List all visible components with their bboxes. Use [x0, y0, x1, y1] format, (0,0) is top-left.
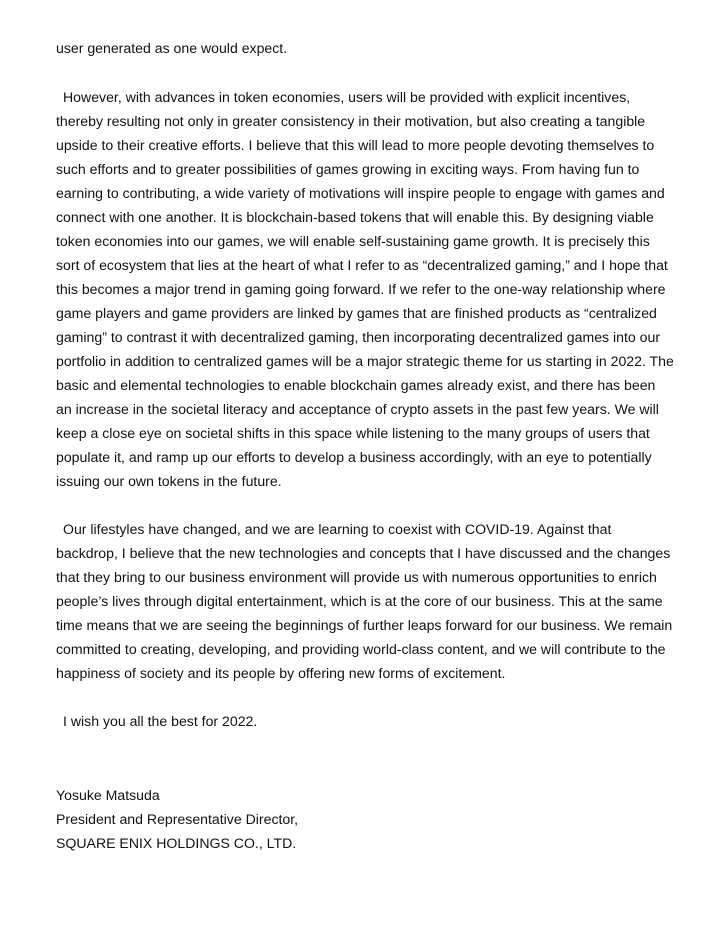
paragraph-line: that they bring to our business environment will provide us with numerous opportunities to enrich	[56, 569, 657, 585]
paragraph-line: basic and elemental technologies to enable blockchain games already exist, and there has been	[56, 377, 656, 393]
paragraph-line: gaming” to contrast it with decentralized gaming, then incorporating decentralized games into our	[56, 329, 661, 345]
paragraph-line: an increase in the societal literacy and acceptance of crypto assets in the past few years. We will	[56, 401, 659, 417]
paragraph-line: happiness of society and its people by offering new forms of excitement.	[56, 665, 506, 681]
paragraph-line: committed to creating, developing, and providing world-class content, and we will contribute to the	[56, 641, 666, 657]
paragraph-line: time means that we are seeing the beginnings of further leaps forward for our business. We remain	[56, 617, 673, 633]
paragraph-line: sort of ecosystem that lies at the heart of what I refer to as “decentralized gaming,” and I hope that	[56, 257, 668, 273]
paragraph-line: backdrop, I believe that the new technologies and concepts that I have discussed and the changes	[56, 545, 671, 561]
signature-title: President and Representative Director,	[56, 811, 299, 827]
paragraph-line: game players and game providers are linked by games that are finished products as “centralized	[56, 305, 657, 321]
paragraph-line: keep a close eye on societal shifts in this space while listening to the many groups of users that	[56, 425, 650, 441]
paragraph-line: issuing our own tokens in the future.	[56, 473, 282, 489]
paragraph-line: populate it, and ramp up our efforts to develop a business accordingly, with an eye to potentially	[56, 449, 652, 465]
paragraph-line: token economies into our games, we will enable self-sustaining game growth. It is precisely this	[56, 233, 650, 249]
paragraph-line: However, with advances in token economies, users will be provided with explicit incentives,	[63, 89, 631, 105]
closing-wish: I wish you all the best for 2022.	[63, 713, 258, 729]
paragraph-line: portfolio in addition to centralized games will be a major strategic theme for us starting in 2022. The	[56, 353, 674, 369]
paragraph-line: upside to their creative efforts. I believe that this will lead to more people devoting themselves to	[56, 137, 655, 153]
signature-name: Yosuke Matsuda	[56, 787, 160, 803]
paragraph-line: earning to contributing, a wide variety of motivations will inspire people to engage with games and	[56, 185, 665, 201]
paragraph-line: Our lifestyles have changed, and we are learning to coexist with COVID-19. Against that	[63, 521, 612, 537]
signature-company: SQUARE ENIX HOLDINGS CO., LTD.	[56, 835, 297, 851]
opening-line: user generated as one would expect.	[56, 40, 288, 56]
paragraph-line: such efforts and to greater possibilities of games growing in exciting ways. From having fun to	[56, 161, 640, 177]
paragraph-line: people’s lives through digital entertainment, which is at the core of our business. This at the same	[56, 593, 663, 609]
paragraph-line: thereby resulting not only in greater consistency in their motivation, but also creating a tangible	[56, 113, 646, 129]
paragraph-line: connect with one another. It is blockchain-based tokens that will enable this. By designing viable	[56, 209, 654, 225]
paragraph-line: this becomes a major trend in gaming going forward. If we refer to the one-way relationship where	[56, 281, 666, 297]
